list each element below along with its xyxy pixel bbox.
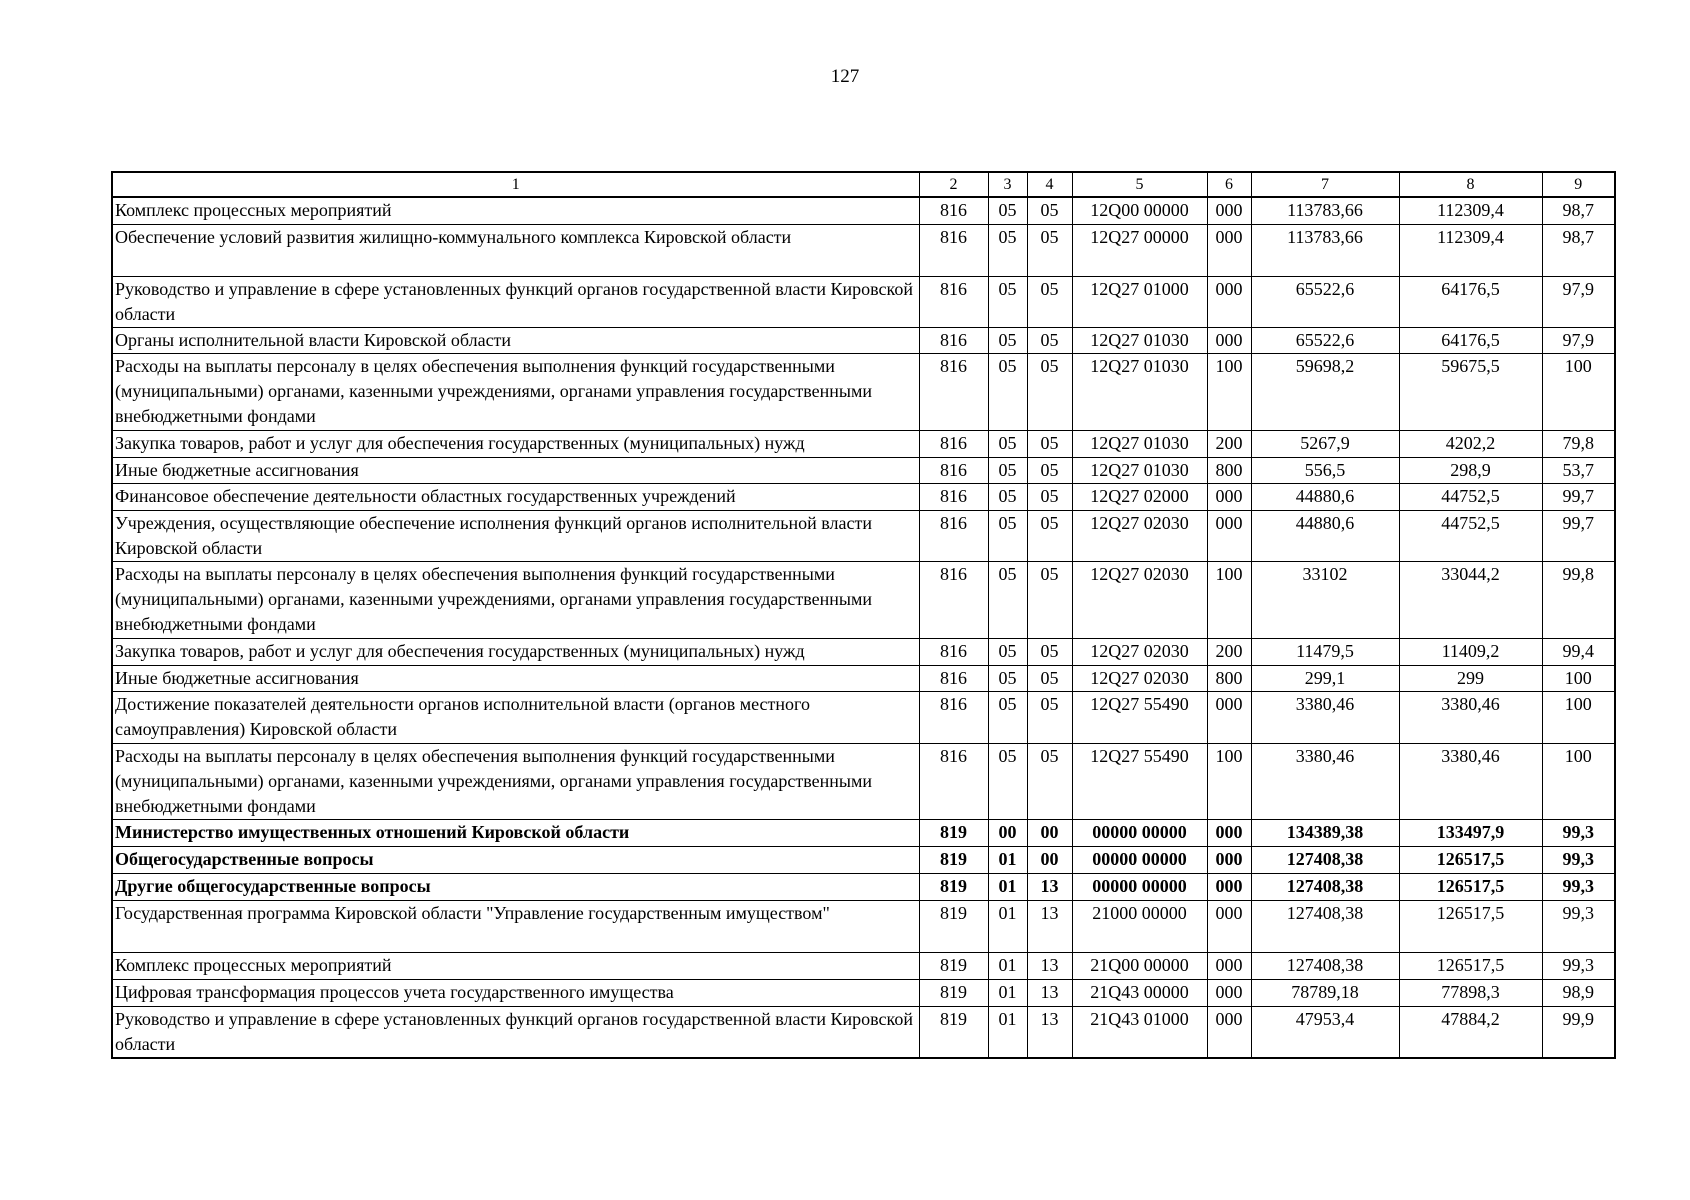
cell-section: 01 bbox=[988, 900, 1027, 952]
cell-admin-code: 819 bbox=[919, 846, 988, 873]
cell-subsection: 05 bbox=[1027, 327, 1072, 353]
cell-target-article: 00000 00000 bbox=[1072, 819, 1207, 846]
row-name: Закупка товаров, работ и услуг для обеспечения государственных (муниципальных) нужд bbox=[112, 430, 919, 457]
table-row bbox=[112, 665, 1615, 691]
cell-subsection: 05 bbox=[1027, 743, 1072, 819]
cell-admin-code: 816 bbox=[919, 665, 988, 691]
cell-percent: 100 bbox=[1542, 691, 1615, 743]
cell-expense-type: 000 bbox=[1207, 1006, 1251, 1058]
table-row bbox=[112, 979, 1615, 1006]
cell-planned: 127408,38 bbox=[1251, 900, 1399, 952]
cell-admin-code: 816 bbox=[919, 483, 988, 510]
cell-admin-code: 819 bbox=[919, 1006, 988, 1058]
row-name: Расходы на выплаты персоналу в целях обеспечения выполнения функций государственными (муниципальными) органами, казенными учреждениями, органами управления государственными внебюджетными фондами bbox=[112, 353, 919, 430]
table-row bbox=[112, 743, 1615, 819]
cell-actual: 126517,5 bbox=[1399, 952, 1542, 979]
cell-subsection: 13 bbox=[1027, 1006, 1072, 1058]
table-row bbox=[112, 873, 1615, 900]
cell-target-article: 21Q00 00000 bbox=[1072, 952, 1207, 979]
cell-actual: 44752,5 bbox=[1399, 483, 1542, 510]
cell-percent: 99,8 bbox=[1542, 561, 1615, 638]
cell-actual: 64176,5 bbox=[1399, 276, 1542, 327]
cell-expense-type: 000 bbox=[1207, 327, 1251, 353]
header-cell: 1 bbox=[112, 172, 919, 197]
cell-section: 05 bbox=[988, 457, 1027, 483]
table-row bbox=[112, 846, 1615, 873]
header-cell: 8 bbox=[1399, 172, 1542, 197]
row-name: Цифровая трансформация процессов учета государственного имущества bbox=[112, 979, 919, 1006]
cell-target-article: 12Q27 02030 bbox=[1072, 561, 1207, 638]
cell-subsection: 05 bbox=[1027, 510, 1072, 561]
cell-subsection: 13 bbox=[1027, 873, 1072, 900]
cell-planned: 59698,2 bbox=[1251, 353, 1399, 430]
cell-section: 05 bbox=[988, 197, 1027, 224]
cell-admin-code: 816 bbox=[919, 353, 988, 430]
cell-section: 05 bbox=[988, 430, 1027, 457]
cell-admin-code: 816 bbox=[919, 691, 988, 743]
cell-actual: 133497,9 bbox=[1399, 819, 1542, 846]
header-cell: 9 bbox=[1542, 172, 1615, 197]
cell-percent: 98,7 bbox=[1542, 224, 1615, 276]
cell-section: 01 bbox=[988, 979, 1027, 1006]
cell-percent: 98,7 bbox=[1542, 197, 1615, 224]
table-row bbox=[112, 276, 1615, 327]
cell-target-article: 21000 00000 bbox=[1072, 900, 1207, 952]
header-cell: 5 bbox=[1072, 172, 1207, 197]
cell-actual: 44752,5 bbox=[1399, 510, 1542, 561]
cell-actual: 112309,4 bbox=[1399, 197, 1542, 224]
cell-admin-code: 816 bbox=[919, 276, 988, 327]
cell-planned: 127408,38 bbox=[1251, 873, 1399, 900]
cell-section: 05 bbox=[988, 483, 1027, 510]
cell-section: 05 bbox=[988, 665, 1027, 691]
cell-planned: 556,5 bbox=[1251, 457, 1399, 483]
cell-target-article: 12Q27 02030 bbox=[1072, 665, 1207, 691]
table-row bbox=[112, 224, 1615, 276]
row-name: Иные бюджетные ассигнования bbox=[112, 665, 919, 691]
cell-actual: 126517,5 bbox=[1399, 873, 1542, 900]
cell-admin-code: 816 bbox=[919, 561, 988, 638]
header-cell: 6 bbox=[1207, 172, 1251, 197]
cell-percent: 100 bbox=[1542, 665, 1615, 691]
cell-actual: 112309,4 bbox=[1399, 224, 1542, 276]
cell-expense-type: 000 bbox=[1207, 510, 1251, 561]
cell-percent: 99,3 bbox=[1542, 846, 1615, 873]
cell-planned: 47953,4 bbox=[1251, 1006, 1399, 1058]
cell-target-article: 21Q43 01000 bbox=[1072, 1006, 1207, 1058]
table-row bbox=[112, 638, 1615, 665]
row-name: Общегосударственные вопросы bbox=[112, 846, 919, 873]
cell-percent: 53,7 bbox=[1542, 457, 1615, 483]
cell-percent: 97,9 bbox=[1542, 327, 1615, 353]
cell-percent: 98,9 bbox=[1542, 979, 1615, 1006]
header-cell: 2 bbox=[919, 172, 988, 197]
cell-planned: 65522,6 bbox=[1251, 276, 1399, 327]
table-row bbox=[112, 430, 1615, 457]
cell-subsection: 05 bbox=[1027, 224, 1072, 276]
cell-target-article: 00000 00000 bbox=[1072, 873, 1207, 900]
row-name: Учреждения, осуществляющие обеспечение исполнения функций органов исполнительной власти Кировской области bbox=[112, 510, 919, 561]
cell-actual: 126517,5 bbox=[1399, 900, 1542, 952]
table-row bbox=[112, 483, 1615, 510]
row-name: Расходы на выплаты персоналу в целях обеспечения выполнения функций государственными (муниципальными) органами, казенными учреждениями, органами управления государственными внебюджетными фондами bbox=[112, 743, 919, 819]
cell-expense-type: 000 bbox=[1207, 873, 1251, 900]
cell-percent: 100 bbox=[1542, 743, 1615, 819]
cell-admin-code: 816 bbox=[919, 430, 988, 457]
cell-percent: 100 bbox=[1542, 353, 1615, 430]
cell-section: 05 bbox=[988, 561, 1027, 638]
cell-expense-type: 800 bbox=[1207, 457, 1251, 483]
cell-planned: 127408,38 bbox=[1251, 952, 1399, 979]
cell-expense-type: 000 bbox=[1207, 952, 1251, 979]
cell-subsection: 05 bbox=[1027, 691, 1072, 743]
cell-section: 01 bbox=[988, 1006, 1027, 1058]
cell-actual: 33044,2 bbox=[1399, 561, 1542, 638]
table-row bbox=[112, 819, 1615, 846]
cell-expense-type: 000 bbox=[1207, 224, 1251, 276]
cell-section: 05 bbox=[988, 224, 1027, 276]
cell-subsection: 05 bbox=[1027, 665, 1072, 691]
cell-subsection: 00 bbox=[1027, 846, 1072, 873]
cell-expense-type: 000 bbox=[1207, 691, 1251, 743]
cell-percent: 99,7 bbox=[1542, 510, 1615, 561]
cell-planned: 3380,46 bbox=[1251, 691, 1399, 743]
cell-target-article: 12Q27 01030 bbox=[1072, 430, 1207, 457]
cell-expense-type: 000 bbox=[1207, 276, 1251, 327]
cell-actual: 299 bbox=[1399, 665, 1542, 691]
cell-section: 01 bbox=[988, 952, 1027, 979]
cell-percent: 79,8 bbox=[1542, 430, 1615, 457]
cell-planned: 65522,6 bbox=[1251, 327, 1399, 353]
cell-expense-type: 000 bbox=[1207, 819, 1251, 846]
row-name: Иные бюджетные ассигнования bbox=[112, 457, 919, 483]
cell-admin-code: 816 bbox=[919, 197, 988, 224]
cell-actual: 77898,3 bbox=[1399, 979, 1542, 1006]
cell-planned: 11479,5 bbox=[1251, 638, 1399, 665]
cell-expense-type: 100 bbox=[1207, 743, 1251, 819]
cell-actual: 4202,2 bbox=[1399, 430, 1542, 457]
table-row bbox=[112, 197, 1615, 224]
cell-section: 01 bbox=[988, 873, 1027, 900]
cell-target-article: 21Q43 00000 bbox=[1072, 979, 1207, 1006]
cell-expense-type: 000 bbox=[1207, 979, 1251, 1006]
table-row bbox=[112, 561, 1615, 638]
cell-section: 05 bbox=[988, 510, 1027, 561]
cell-target-article: 12Q27 01030 bbox=[1072, 327, 1207, 353]
cell-expense-type: 000 bbox=[1207, 197, 1251, 224]
cell-subsection: 05 bbox=[1027, 457, 1072, 483]
cell-subsection: 05 bbox=[1027, 276, 1072, 327]
cell-admin-code: 819 bbox=[919, 873, 988, 900]
row-name: Органы исполнительной власти Кировской области bbox=[112, 327, 919, 353]
cell-planned: 113783,66 bbox=[1251, 197, 1399, 224]
cell-subsection: 05 bbox=[1027, 430, 1072, 457]
cell-subsection: 05 bbox=[1027, 353, 1072, 430]
cell-planned: 134389,38 bbox=[1251, 819, 1399, 846]
cell-admin-code: 819 bbox=[919, 819, 988, 846]
cell-section: 05 bbox=[988, 353, 1027, 430]
cell-admin-code: 816 bbox=[919, 638, 988, 665]
cell-target-article: 12Q00 00000 bbox=[1072, 197, 1207, 224]
cell-subsection: 05 bbox=[1027, 197, 1072, 224]
cell-planned: 78789,18 bbox=[1251, 979, 1399, 1006]
cell-admin-code: 816 bbox=[919, 224, 988, 276]
cell-section: 01 bbox=[988, 846, 1027, 873]
cell-section: 05 bbox=[988, 276, 1027, 327]
header-cell: 3 bbox=[988, 172, 1027, 197]
cell-actual: 3380,46 bbox=[1399, 691, 1542, 743]
cell-planned: 127408,38 bbox=[1251, 846, 1399, 873]
cell-planned: 44880,6 bbox=[1251, 510, 1399, 561]
row-name: Руководство и управление в сфере установленных функций органов государственной власти Кировской области bbox=[112, 276, 919, 327]
cell-admin-code: 819 bbox=[919, 900, 988, 952]
cell-expense-type: 200 bbox=[1207, 430, 1251, 457]
cell-admin-code: 816 bbox=[919, 327, 988, 353]
cell-subsection: 13 bbox=[1027, 952, 1072, 979]
row-name: Финансовое обеспечение деятельности областных государственных учреждений bbox=[112, 483, 919, 510]
cell-percent: 99,3 bbox=[1542, 819, 1615, 846]
cell-expense-type: 000 bbox=[1207, 900, 1251, 952]
cell-section: 00 bbox=[988, 819, 1027, 846]
cell-subsection: 13 bbox=[1027, 979, 1072, 1006]
cell-target-article: 00000 00000 bbox=[1072, 846, 1207, 873]
table-row bbox=[112, 353, 1615, 430]
cell-actual: 47884,2 bbox=[1399, 1006, 1542, 1058]
page-number: 127 bbox=[830, 66, 860, 87]
cell-admin-code: 816 bbox=[919, 510, 988, 561]
cell-expense-type: 100 bbox=[1207, 561, 1251, 638]
table-row bbox=[112, 327, 1615, 353]
row-name: Расходы на выплаты персоналу в целях обеспечения выполнения функций государственными (муниципальными) органами, казенными учреждениями, органами управления государственными внебюджетными фондами bbox=[112, 561, 919, 638]
cell-planned: 33102 bbox=[1251, 561, 1399, 638]
cell-percent: 99,7 bbox=[1542, 483, 1615, 510]
cell-percent: 99,4 bbox=[1542, 638, 1615, 665]
cell-admin-code: 816 bbox=[919, 743, 988, 819]
table-row bbox=[112, 900, 1615, 952]
cell-expense-type: 100 bbox=[1207, 353, 1251, 430]
cell-admin-code: 819 bbox=[919, 952, 988, 979]
cell-planned: 5267,9 bbox=[1251, 430, 1399, 457]
cell-subsection: 05 bbox=[1027, 483, 1072, 510]
cell-target-article: 12Q27 55490 bbox=[1072, 691, 1207, 743]
row-name: Государственная программа Кировской области "Управление государственным имуществом" bbox=[112, 900, 919, 952]
row-name: Другие общегосударственные вопросы bbox=[112, 873, 919, 900]
row-name: Министерство имущественных отношений Кировской области bbox=[112, 819, 919, 846]
cell-section: 05 bbox=[988, 327, 1027, 353]
row-name: Закупка товаров, работ и услуг для обеспечения государственных (муниципальных) нужд bbox=[112, 638, 919, 665]
cell-target-article: 12Q27 01000 bbox=[1072, 276, 1207, 327]
cell-actual: 126517,5 bbox=[1399, 846, 1542, 873]
header-cell: 7 bbox=[1251, 172, 1399, 197]
cell-section: 05 bbox=[988, 743, 1027, 819]
row-name: Достижение показателей деятельности органов исполнительной власти (органов местного самоуправления) Кировской области bbox=[112, 691, 919, 743]
cell-planned: 44880,6 bbox=[1251, 483, 1399, 510]
cell-target-article: 12Q27 02030 bbox=[1072, 638, 1207, 665]
cell-planned: 299,1 bbox=[1251, 665, 1399, 691]
cell-actual: 3380,46 bbox=[1399, 743, 1542, 819]
cell-section: 05 bbox=[988, 638, 1027, 665]
cell-admin-code: 819 bbox=[919, 979, 988, 1006]
table-body bbox=[112, 197, 1615, 1058]
cell-actual: 298,9 bbox=[1399, 457, 1542, 483]
cell-target-article: 12Q27 02000 bbox=[1072, 483, 1207, 510]
cell-subsection: 05 bbox=[1027, 561, 1072, 638]
cell-actual: 11409,2 bbox=[1399, 638, 1542, 665]
cell-actual: 64176,5 bbox=[1399, 327, 1542, 353]
cell-actual: 59675,5 bbox=[1399, 353, 1542, 430]
cell-planned: 113783,66 bbox=[1251, 224, 1399, 276]
row-name: Обеспечение условий развития жилищно-коммунального комплекса Кировской области bbox=[112, 224, 919, 276]
budget-table bbox=[111, 171, 1616, 1059]
cell-percent: 99,9 bbox=[1542, 1006, 1615, 1058]
cell-subsection: 13 bbox=[1027, 900, 1072, 952]
cell-percent: 99,3 bbox=[1542, 900, 1615, 952]
cell-target-article: 12Q27 00000 bbox=[1072, 224, 1207, 276]
cell-subsection: 05 bbox=[1027, 638, 1072, 665]
table-row bbox=[112, 1006, 1615, 1058]
cell-target-article: 12Q27 01030 bbox=[1072, 353, 1207, 430]
cell-expense-type: 800 bbox=[1207, 665, 1251, 691]
cell-subsection: 00 bbox=[1027, 819, 1072, 846]
row-name: Комплекс процессных мероприятий bbox=[112, 952, 919, 979]
cell-target-article: 12Q27 02030 bbox=[1072, 510, 1207, 561]
cell-expense-type: 000 bbox=[1207, 846, 1251, 873]
cell-expense-type: 000 bbox=[1207, 483, 1251, 510]
cell-section: 05 bbox=[988, 691, 1027, 743]
cell-admin-code: 816 bbox=[919, 457, 988, 483]
header-row bbox=[112, 172, 1615, 197]
cell-percent: 97,9 bbox=[1542, 276, 1615, 327]
cell-target-article: 12Q27 55490 bbox=[1072, 743, 1207, 819]
table-row bbox=[112, 952, 1615, 979]
cell-target-article: 12Q27 01030 bbox=[1072, 457, 1207, 483]
cell-planned: 3380,46 bbox=[1251, 743, 1399, 819]
table-row bbox=[112, 691, 1615, 743]
header-cell: 4 bbox=[1027, 172, 1072, 197]
table-row bbox=[112, 510, 1615, 561]
cell-percent: 99,3 bbox=[1542, 952, 1615, 979]
cell-expense-type: 200 bbox=[1207, 638, 1251, 665]
row-name: Руководство и управление в сфере установленных функций органов государственной власти Кировской области bbox=[112, 1006, 919, 1058]
table-row bbox=[112, 457, 1615, 483]
row-name: Комплекс процессных мероприятий bbox=[112, 197, 919, 224]
cell-percent: 99,3 bbox=[1542, 873, 1615, 900]
